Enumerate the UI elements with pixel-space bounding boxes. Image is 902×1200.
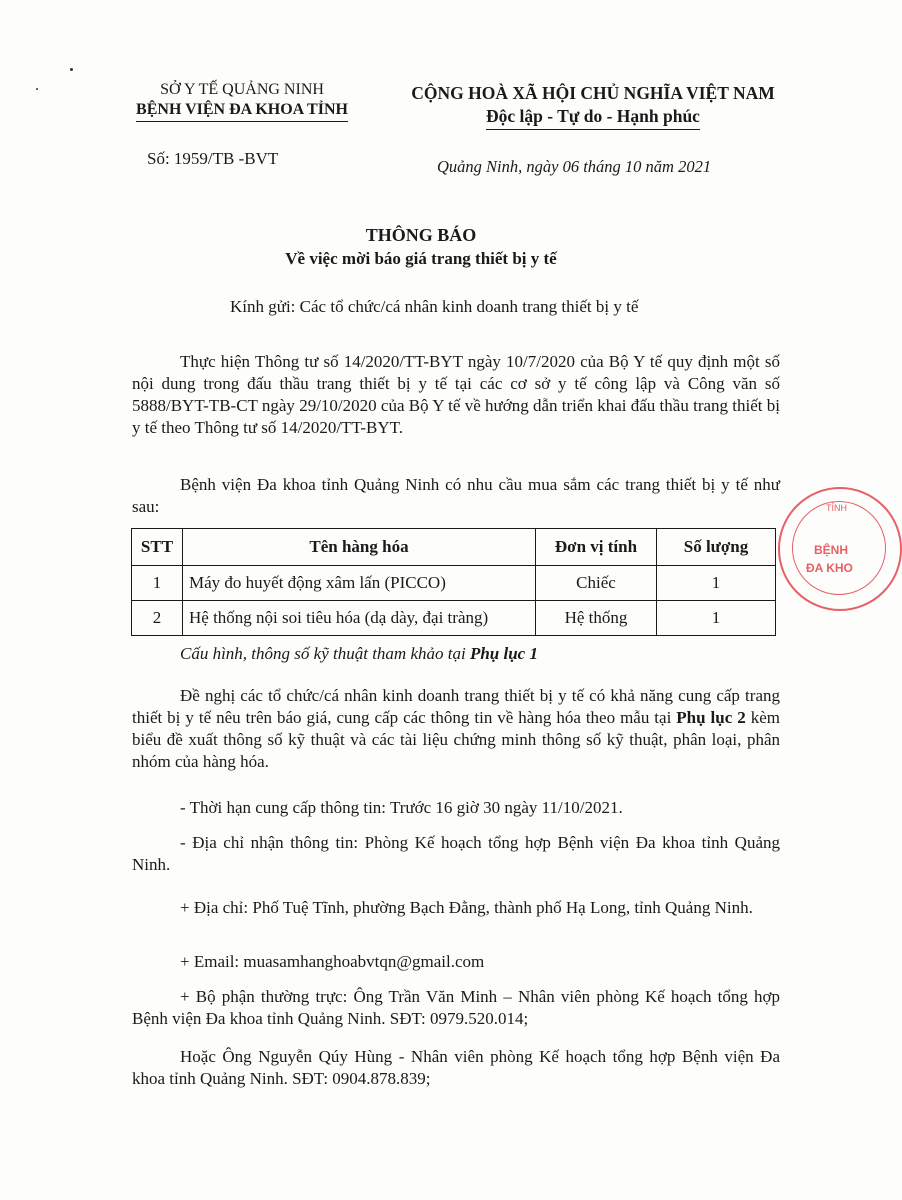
document-number: Số: 1959/TB -BVT [147, 149, 279, 168]
cell-qty: 1 [657, 601, 776, 636]
col-header-name: Tên hàng hóa [183, 529, 536, 566]
national-motto [388, 82, 798, 130]
paragraph-street-address-text: + Địa chỉ: Phố Tuệ Tĩnh, phường Bạch Đằng, thành phố Hạ Long, tỉnh Quảng Ninh. [180, 898, 753, 917]
hospital-seal [778, 487, 902, 611]
paragraph-request-text-a: Đề nghị các tổ chức/cá nhân kinh doanh trang thiết bị y tế có khả năng cung cấp trang thiết bị y tế nêu trên báo giá, cung cấp các thông tin về hàng hóa theo mẫu tại [132, 686, 780, 727]
config-reference [180, 643, 780, 665]
paragraph-deadline [132, 797, 780, 819]
seal-line2: ĐA KHO [806, 561, 853, 575]
paragraph-request-appendix: Phụ lục 2 [676, 708, 746, 727]
cell-stt: 2 [132, 601, 183, 636]
col-header-stt: STT [132, 529, 183, 566]
document-date: Quảng Ninh, ngày 06 tháng 10 năm 2021 [437, 157, 712, 176]
nation-line2: Độc lập - Tự do - Hạnh phúc [486, 105, 700, 130]
paragraph-request-text-b: kèm biểu đề xuất thông số kỹ thuật và các tài liệu chứng minh thông số kỹ thuật, phân loại, phân nhóm của hàng hóa. [132, 708, 780, 771]
seal-top-text: TỈNH [826, 503, 847, 513]
paragraph-email [132, 951, 780, 973]
paragraph-procurement-need-text: Bệnh viện Đa khoa tỉnh Quảng Ninh có nhu cầu mua sắm các trang thiết bị y tế như sau: [132, 475, 780, 516]
cell-qty: 1 [657, 566, 776, 601]
org-line1: SỞ Y TẾ QUẢNG NINH [160, 81, 324, 98]
paragraph-legal-basis-text: Thực hiện Thông tư số 14/2020/TT-BYT ngày 10/7/2020 của Bộ Y tế quy định một số nội dung trong đấu thầu trang thiết bị y tế tại các cơ sở y tế công lập và Công văn số 5888/BYT-TB-CT ngày 29/10/2020 của Bộ Y tế về hướng dẫn triển khai đấu thầu trang thiết bị y tế theo Thông tư số 14/2020/TT-BYT. [132, 352, 780, 437]
nation-line1: CỘNG HOÀ XÃ HỘI CHỦ NGHĨA VIỆT NAM [411, 83, 775, 103]
cell-unit: Hệ thống [536, 601, 657, 636]
cell-stt: 1 [132, 566, 183, 601]
col-header-unit: Đơn vị tính [536, 529, 657, 566]
cell-name: Hệ thống nội soi tiêu hóa (dạ dày, đại tràng) [183, 601, 536, 636]
seal-line1: BỆNH [814, 543, 849, 557]
paragraph-request [132, 685, 780, 773]
paragraph-contact-alternate [132, 1046, 780, 1090]
scan-speck [70, 68, 73, 71]
paragraph-email-text: + Email: muasamhanghoabvtqn@gmail.com [180, 952, 485, 971]
document-title: THÔNG BÁO [365, 225, 477, 245]
paragraph-legal-basis [132, 351, 780, 439]
paragraph-receive-address [132, 832, 780, 876]
paragraph-contact-primary-text: + Bộ phận thường trực: Ông Trần Văn Minh – Nhân viên phòng Kế hoạch tổng hợp Bệnh viện Đa khoa tỉnh Quảng Ninh. SĐT: 0979.520.014; [132, 987, 780, 1028]
org-line2: BỆNH VIỆN ĐA KHOA TỈNH [136, 100, 348, 122]
document-subtitle: Về việc mời báo giá trang thiết bị y tế [285, 249, 557, 268]
paragraph-contact-primary [132, 986, 780, 1030]
equipment-table [131, 528, 776, 636]
cell-unit: Chiếc [536, 566, 657, 601]
config-reference-appendix: Phụ lục 1 [469, 644, 538, 663]
table-row [132, 601, 776, 636]
table-row [132, 566, 776, 601]
issuing-organization [92, 80, 392, 122]
config-reference-text: Cấu hình, thông số kỹ thuật tham khảo tại [180, 644, 470, 663]
col-header-qty: Số lượng [657, 529, 776, 566]
paragraph-street-address [132, 897, 780, 919]
paragraph-procurement-need [132, 474, 780, 518]
recipient-line: Kính gửi: Các tổ chức/cá nhân kinh doanh trang thiết bị y tế [230, 297, 639, 316]
paragraph-receive-address-text: - Địa chỉ nhận thông tin: Phòng Kế hoạch tổng hợp Bệnh viện Đa khoa tỉnh Quảng Ninh. [132, 833, 780, 874]
scan-speck [36, 88, 38, 90]
paragraph-contact-alternate-text: Hoặc Ông Nguyễn Qúy Hùng - Nhân viên phòng Kế hoạch tổng hợp Bệnh viện Đa khoa tỉnh Quảng Ninh. SĐT: 0904.878.839; [132, 1047, 780, 1088]
table-header-row [132, 529, 776, 566]
paragraph-deadline-text: - Thời hạn cung cấp thông tin: Trước 16 giờ 30 ngày 11/10/2021. [180, 798, 623, 817]
cell-name: Máy đo huyết động xâm lấn (PICCO) [183, 566, 536, 601]
